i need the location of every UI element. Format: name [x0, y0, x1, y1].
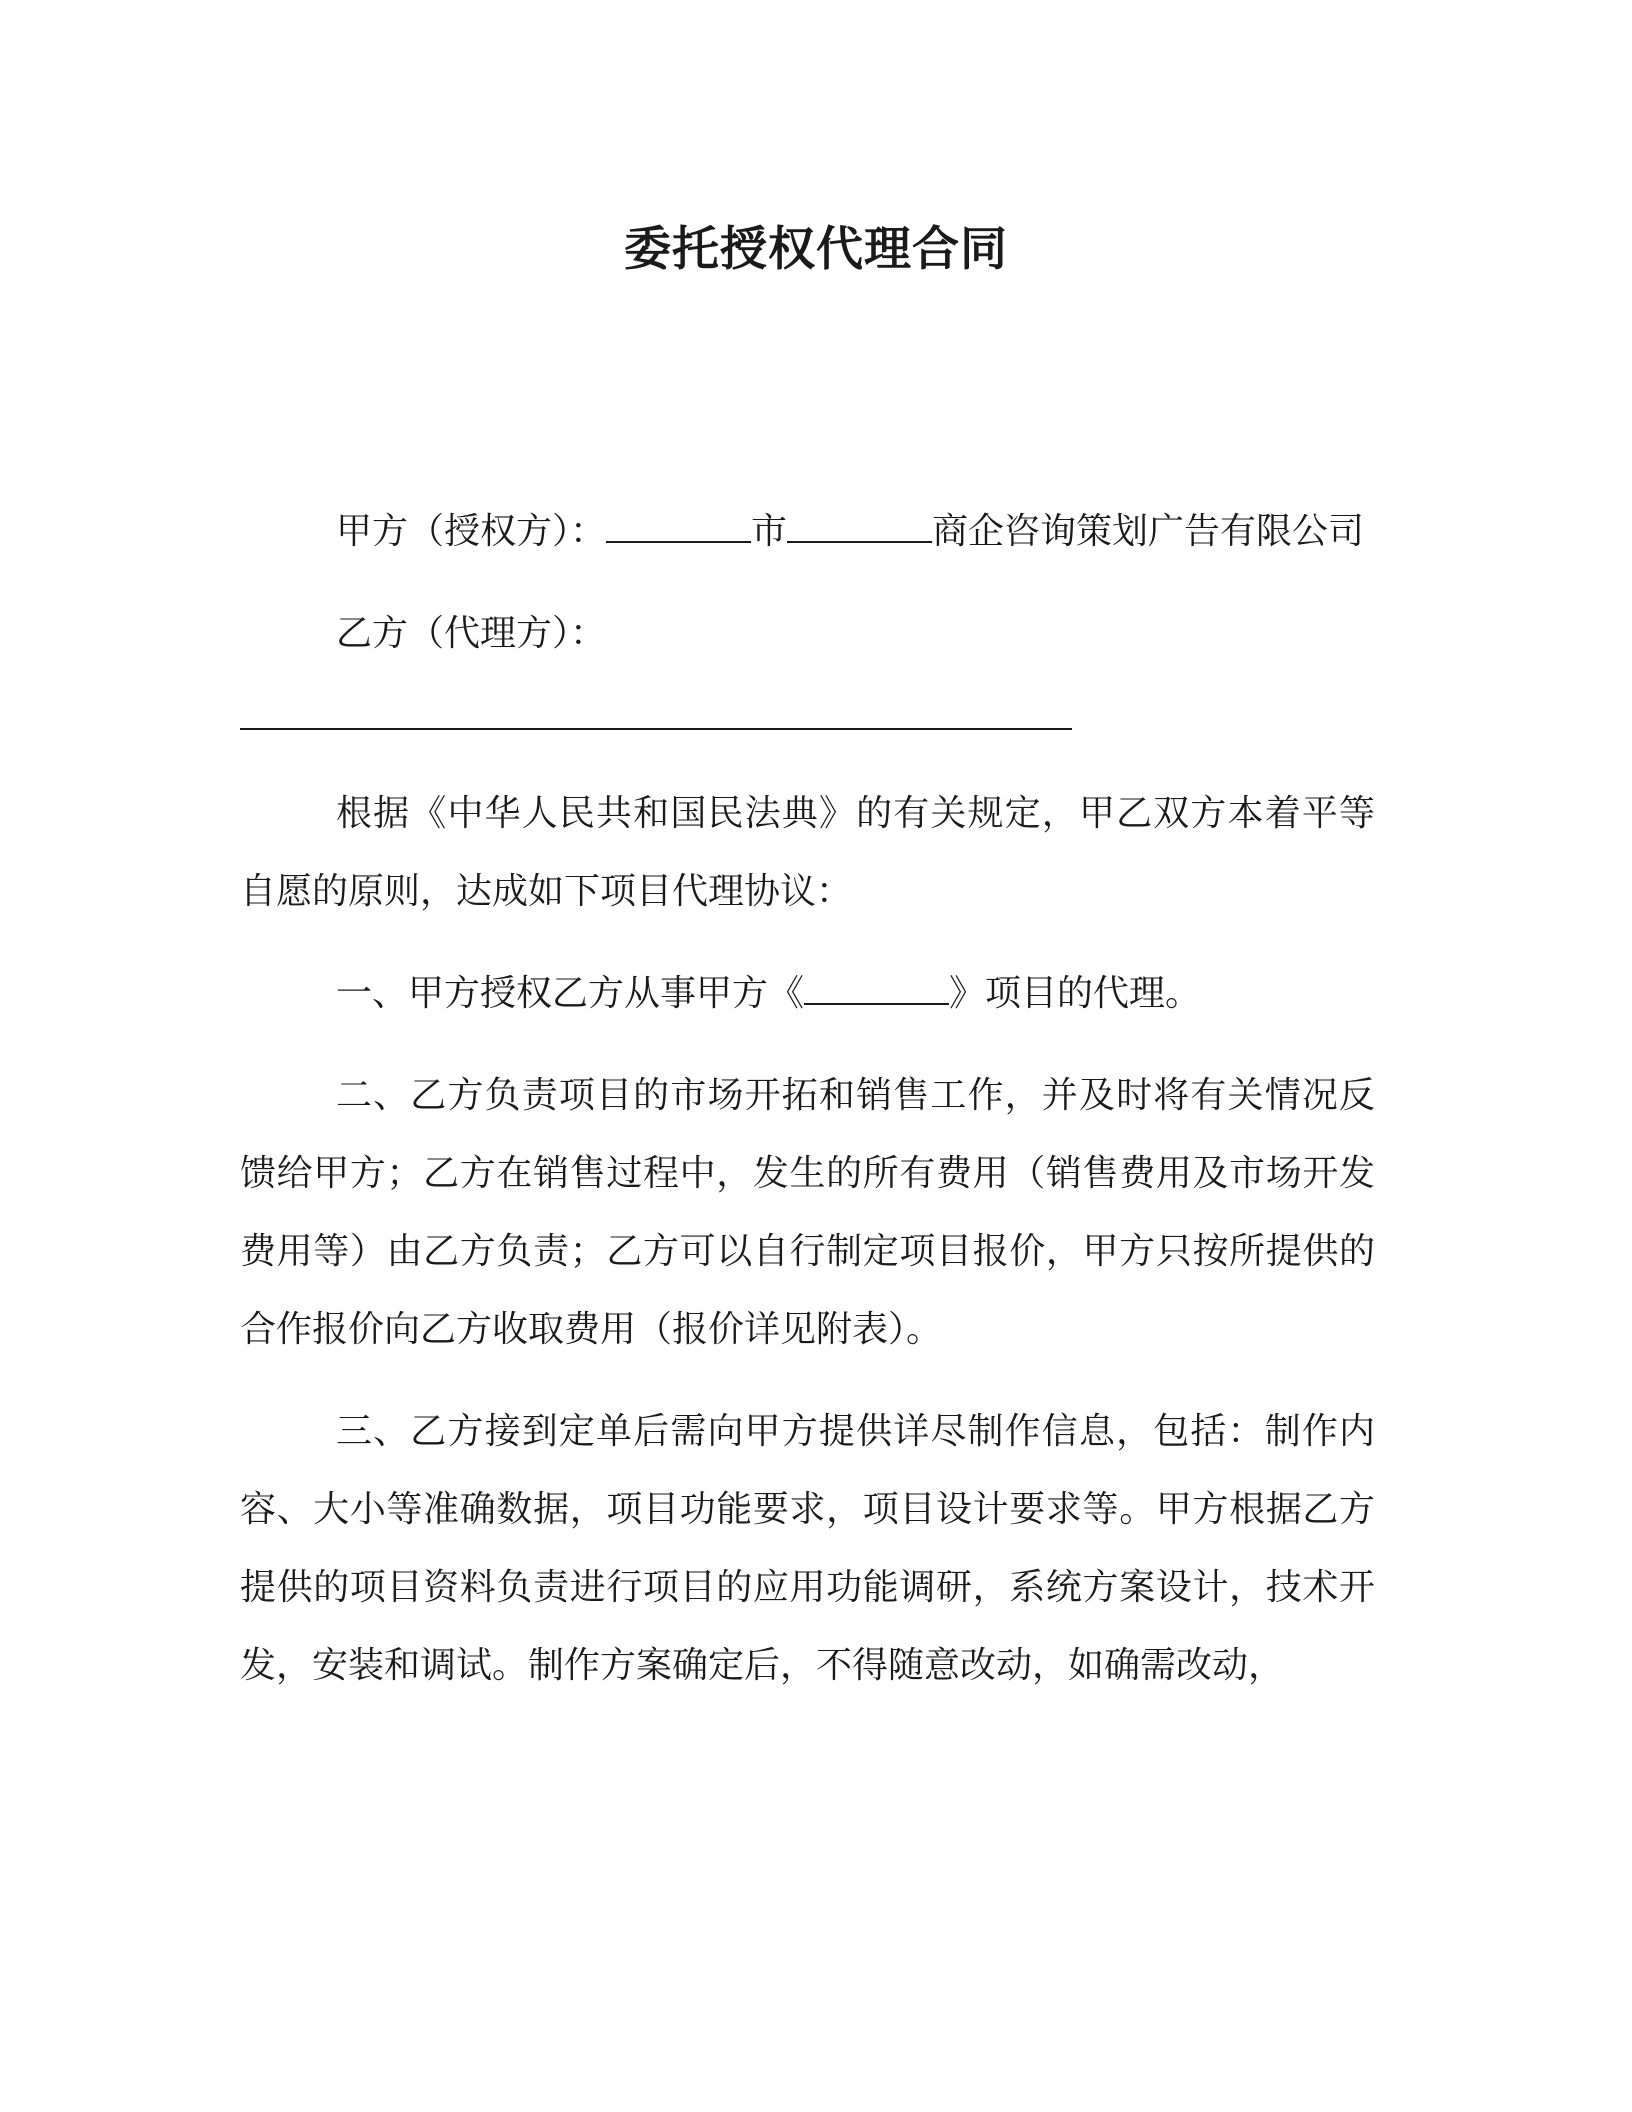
- intro-paragraph: 根据《中华人民共和国民法典》的有关规定，甲乙双方本着平等自愿的原则，达成如下项目代理协议：: [240, 793, 1375, 912]
- party-a-line: [240, 493, 1375, 571]
- party-a-company-suffix: 商企咨询策划广告有限公司: [932, 511, 1365, 552]
- company-blank: [787, 511, 932, 543]
- clause-3: 三、乙方接到定单后需向甲方提供详尽制作信息，包括：制作内容、大小等准确数据，项目功能要求，项目设计要求等。甲方根据乙方提供的项目资料负责进行项目的应用功能调研，系统方案设计，技术开发，安装和调试。制作方案确定后，不得随意改动，如确需改动，: [240, 1411, 1375, 1686]
- party-b-line: [240, 595, 1375, 673]
- clause-2: 二、乙方负责项目的市场开拓和销售工作，并及时将有关情况反馈给甲方；乙方在销售过程中，发生的所有费用（销售费用及市场开发费用等）由乙方负责；乙方可以自行制定项目报价，甲方只按所提供的合作报价向乙方收取费用（报价详见附表）。: [240, 1075, 1375, 1350]
- project-name-blank: [804, 973, 949, 1005]
- city-blank: [606, 511, 751, 543]
- spacer: [240, 1033, 1375, 1057]
- spacer: [240, 751, 1375, 775]
- party-b-label: 乙方（代理方）：: [336, 613, 607, 654]
- clause-1-suffix: 》项目的代理。: [949, 973, 1202, 1014]
- party-a-city-suffix: 市: [751, 511, 788, 552]
- party-b-blank-line: [240, 673, 1375, 751]
- clause-1-prefix: 一、甲方授权乙方从事甲方《: [336, 973, 805, 1014]
- party-b-underline: [240, 728, 1072, 730]
- document-title: 委托授权代理合同: [624, 222, 1008, 277]
- party-a-label: 甲方（授权方）：: [336, 511, 607, 552]
- spacer: [240, 931, 1375, 955]
- clause-1: [240, 955, 1375, 1033]
- spacer: [240, 1369, 1375, 1393]
- document-body: [240, 493, 1375, 1705]
- spacer: [240, 571, 1375, 595]
